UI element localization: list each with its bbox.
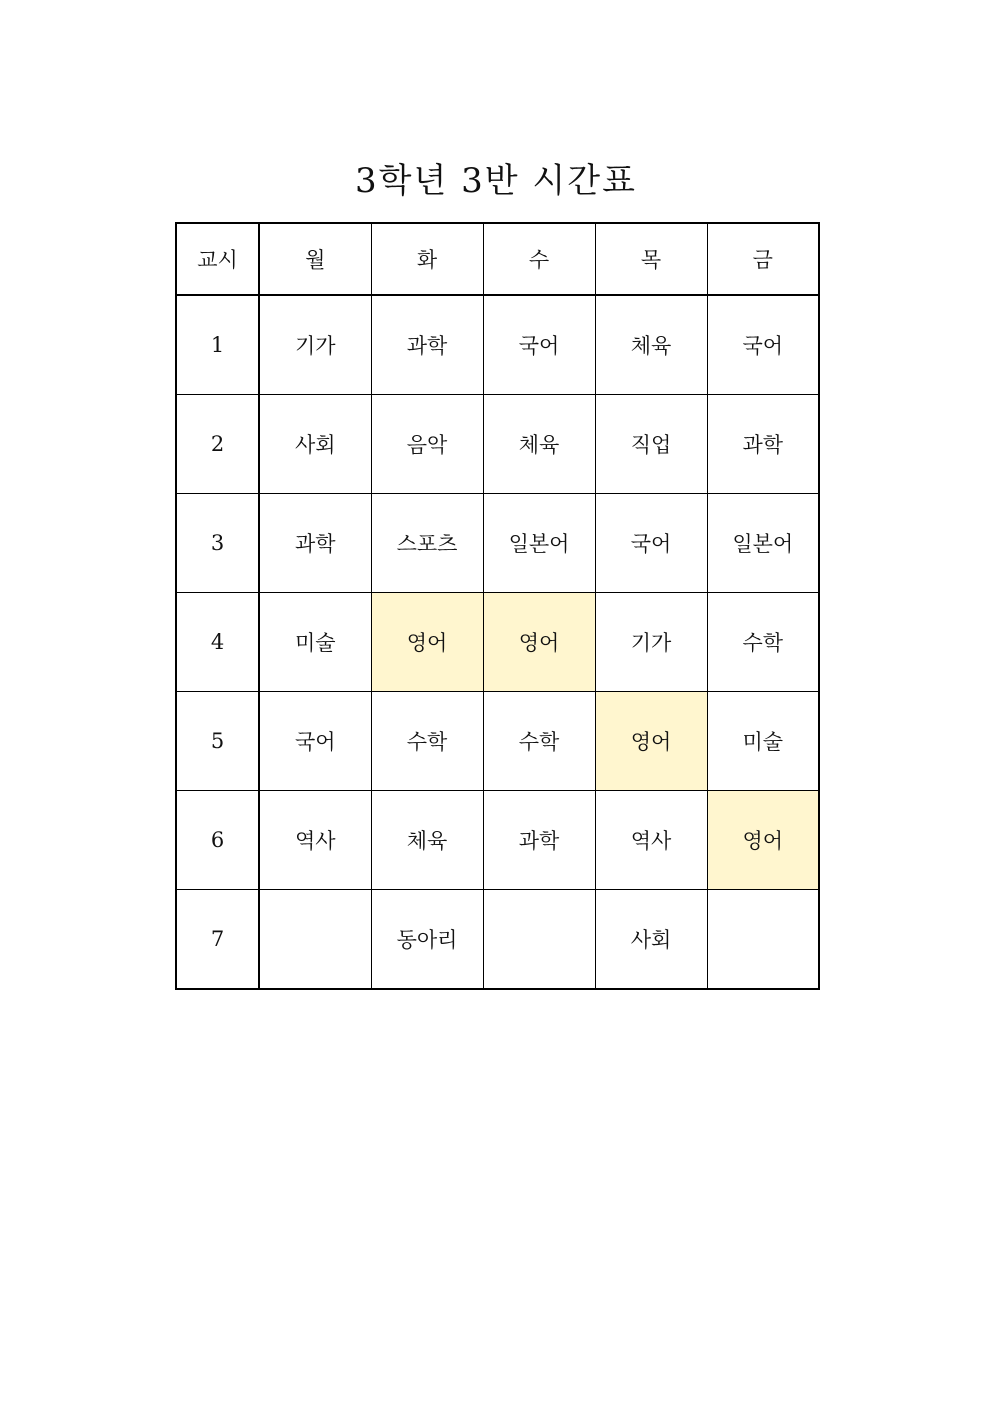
header-day-mon: 월 [259,223,371,295]
header-day-tue: 화 [371,223,483,295]
header-day-thu: 목 [595,223,707,295]
subject-cell: 스포츠 [371,494,483,593]
period-cell: 3 [176,494,259,593]
subject-cell: 역사 [259,791,371,890]
subject-cell: 과학 [259,494,371,593]
subject-cell: 동아리 [371,890,483,990]
subject-cell: 역사 [595,791,707,890]
period-cell: 6 [176,791,259,890]
subject-cell: 과학 [483,791,595,890]
subject-cell: 기가 [259,295,371,395]
subject-cell-highlighted: 영어 [707,791,819,890]
subject-cell [483,890,595,990]
header-day-wed: 수 [483,223,595,295]
period-cell: 7 [176,890,259,990]
header-day-fri: 금 [707,223,819,295]
subject-cell: 미술 [259,593,371,692]
table-row [176,494,819,593]
subject-cell: 체육 [371,791,483,890]
subject-cell: 수학 [483,692,595,791]
subject-cell [259,890,371,990]
header-period: 교시 [176,223,259,295]
subject-cell: 국어 [483,295,595,395]
period-cell: 1 [176,295,259,395]
subject-cell: 일본어 [483,494,595,593]
subject-cell: 수학 [371,692,483,791]
subject-cell: 음악 [371,395,483,494]
subject-cell-highlighted: 영어 [483,593,595,692]
subject-cell: 국어 [259,692,371,791]
subject-cell: 기가 [595,593,707,692]
subject-cell: 체육 [595,295,707,395]
table-row [176,692,819,791]
period-cell: 2 [176,395,259,494]
subject-cell-highlighted: 영어 [371,593,483,692]
subject-cell: 국어 [595,494,707,593]
page-title: 3학년 3반 시간표 [355,161,637,201]
subject-cell: 미술 [707,692,819,791]
table-row [176,890,819,990]
subject-cell: 수학 [707,593,819,692]
subject-cell: 직업 [595,395,707,494]
table-row [176,593,819,692]
subject-cell: 과학 [707,395,819,494]
subject-cell: 사회 [259,395,371,494]
subject-cell: 사회 [595,890,707,990]
header-row [176,223,819,295]
subject-cell: 과학 [371,295,483,395]
period-cell: 5 [176,692,259,791]
timetable [175,222,820,990]
table-row [176,395,819,494]
subject-cell: 일본어 [707,494,819,593]
subject-cell: 체육 [483,395,595,494]
subject-cell-highlighted: 영어 [595,692,707,791]
period-cell: 4 [176,593,259,692]
subject-cell: 국어 [707,295,819,395]
table-row [176,791,819,890]
subject-cell [707,890,819,990]
table-row [176,295,819,395]
